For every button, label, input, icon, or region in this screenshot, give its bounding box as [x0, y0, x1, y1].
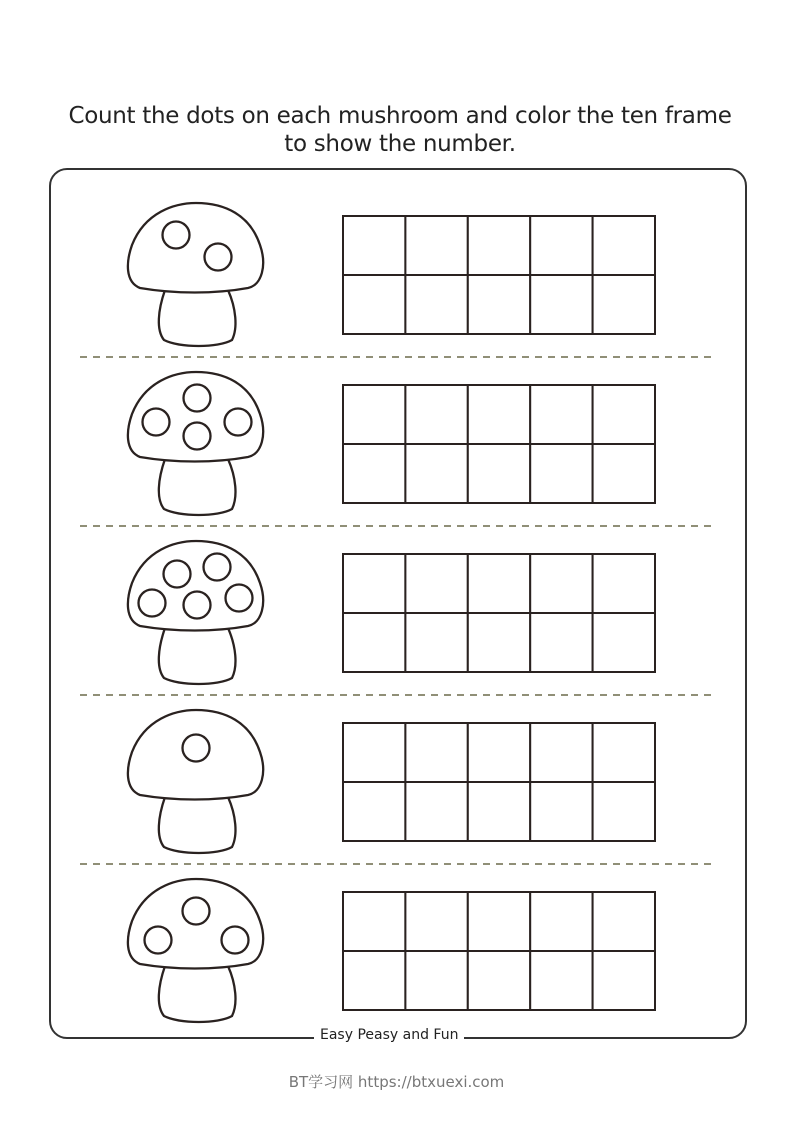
ten-frame-cell[interactable]: [468, 275, 530, 334]
title-line-1: Count the dots on each mushroom and color the ten frame: [68, 103, 732, 129]
ten-frame: [343, 385, 655, 503]
ten-frame-cell[interactable]: [468, 216, 530, 275]
ten-frame-cell[interactable]: [530, 216, 592, 275]
worksheet-row: [128, 879, 655, 1022]
ten-frame-cell[interactable]: [468, 951, 530, 1010]
ten-frame-cell[interactable]: [593, 216, 655, 275]
ten-frame: [343, 892, 655, 1010]
ten-frame-cell[interactable]: [405, 782, 467, 841]
mushroom: [128, 710, 263, 853]
ten-frame-cell[interactable]: [343, 216, 405, 275]
ten-frame-cell[interactable]: [593, 951, 655, 1010]
mushroom-cap: [128, 203, 263, 293]
ten-frame-cell[interactable]: [530, 951, 592, 1010]
mushroom-stem: [159, 459, 236, 515]
ten-frame-cell[interactable]: [593, 385, 655, 444]
mushroom: [128, 372, 263, 515]
ten-frame-cell[interactable]: [593, 275, 655, 334]
ten-frame-cell[interactable]: [343, 444, 405, 503]
footer-label: Easy Peasy and Fun: [314, 1027, 464, 1043]
worksheet-row: [80, 541, 714, 695]
ten-frame-cell[interactable]: [405, 892, 467, 951]
ten-frame-cell[interactable]: [343, 892, 405, 951]
ten-frame-cell[interactable]: [530, 275, 592, 334]
mushroom: [128, 541, 263, 684]
mushroom-stem: [159, 966, 236, 1022]
ten-frame-cell[interactable]: [405, 951, 467, 1010]
mushroom: [128, 879, 263, 1022]
title-line-2: to show the number.: [284, 131, 516, 157]
ten-frame-cell[interactable]: [343, 782, 405, 841]
worksheet-row: [80, 372, 714, 526]
ten-frame-cell[interactable]: [593, 613, 655, 672]
ten-frame-cell[interactable]: [593, 723, 655, 782]
ten-frame-cell[interactable]: [468, 723, 530, 782]
ten-frame-cell[interactable]: [468, 444, 530, 503]
ten-frame-cell[interactable]: [593, 892, 655, 951]
ten-frame-cell[interactable]: [343, 385, 405, 444]
ten-frame-cell[interactable]: [405, 723, 467, 782]
ten-frame-cell[interactable]: [468, 613, 530, 672]
ten-frame-cell[interactable]: [593, 554, 655, 613]
ten-frame-cell[interactable]: [593, 782, 655, 841]
ten-frame-cell[interactable]: [530, 892, 592, 951]
ten-frame-cell[interactable]: [468, 892, 530, 951]
mushroom: [128, 203, 263, 346]
mushroom-stem: [159, 797, 236, 853]
ten-frame-cell[interactable]: [530, 385, 592, 444]
ten-frame-cell[interactable]: [405, 385, 467, 444]
ten-frame-cell[interactable]: [343, 723, 405, 782]
ten-frame-cell[interactable]: [530, 723, 592, 782]
ten-frame-cell[interactable]: [405, 613, 467, 672]
ten-frame-cell[interactable]: [343, 613, 405, 672]
ten-frame-cell[interactable]: [530, 554, 592, 613]
ten-frame-cell[interactable]: [405, 554, 467, 613]
ten-frame-cell[interactable]: [468, 554, 530, 613]
ten-frame-cell[interactable]: [468, 385, 530, 444]
mushroom-cap: [128, 710, 263, 800]
mushroom-stem: [159, 628, 236, 684]
ten-frame: [343, 554, 655, 672]
ten-frame-cell[interactable]: [405, 275, 467, 334]
ten-frame: [343, 216, 655, 334]
ten-frame-cell[interactable]: [530, 613, 592, 672]
ten-frame-cell[interactable]: [405, 444, 467, 503]
worksheet-row: [80, 203, 714, 357]
ten-frame-cell[interactable]: [343, 554, 405, 613]
ten-frame-cell[interactable]: [530, 782, 592, 841]
ten-frame: [343, 723, 655, 841]
mushroom-stem: [159, 290, 236, 346]
ten-frame-cell[interactable]: [343, 951, 405, 1010]
ten-frame-cell[interactable]: [405, 216, 467, 275]
worksheet-row: [80, 710, 714, 864]
ten-frame-cell[interactable]: [343, 275, 405, 334]
ten-frame-cell[interactable]: [593, 444, 655, 503]
watermark: BT学习网 https://btxuexi.com: [288, 1073, 505, 1091]
ten-frame-cell[interactable]: [468, 782, 530, 841]
ten-frame-cell[interactable]: [530, 444, 592, 503]
